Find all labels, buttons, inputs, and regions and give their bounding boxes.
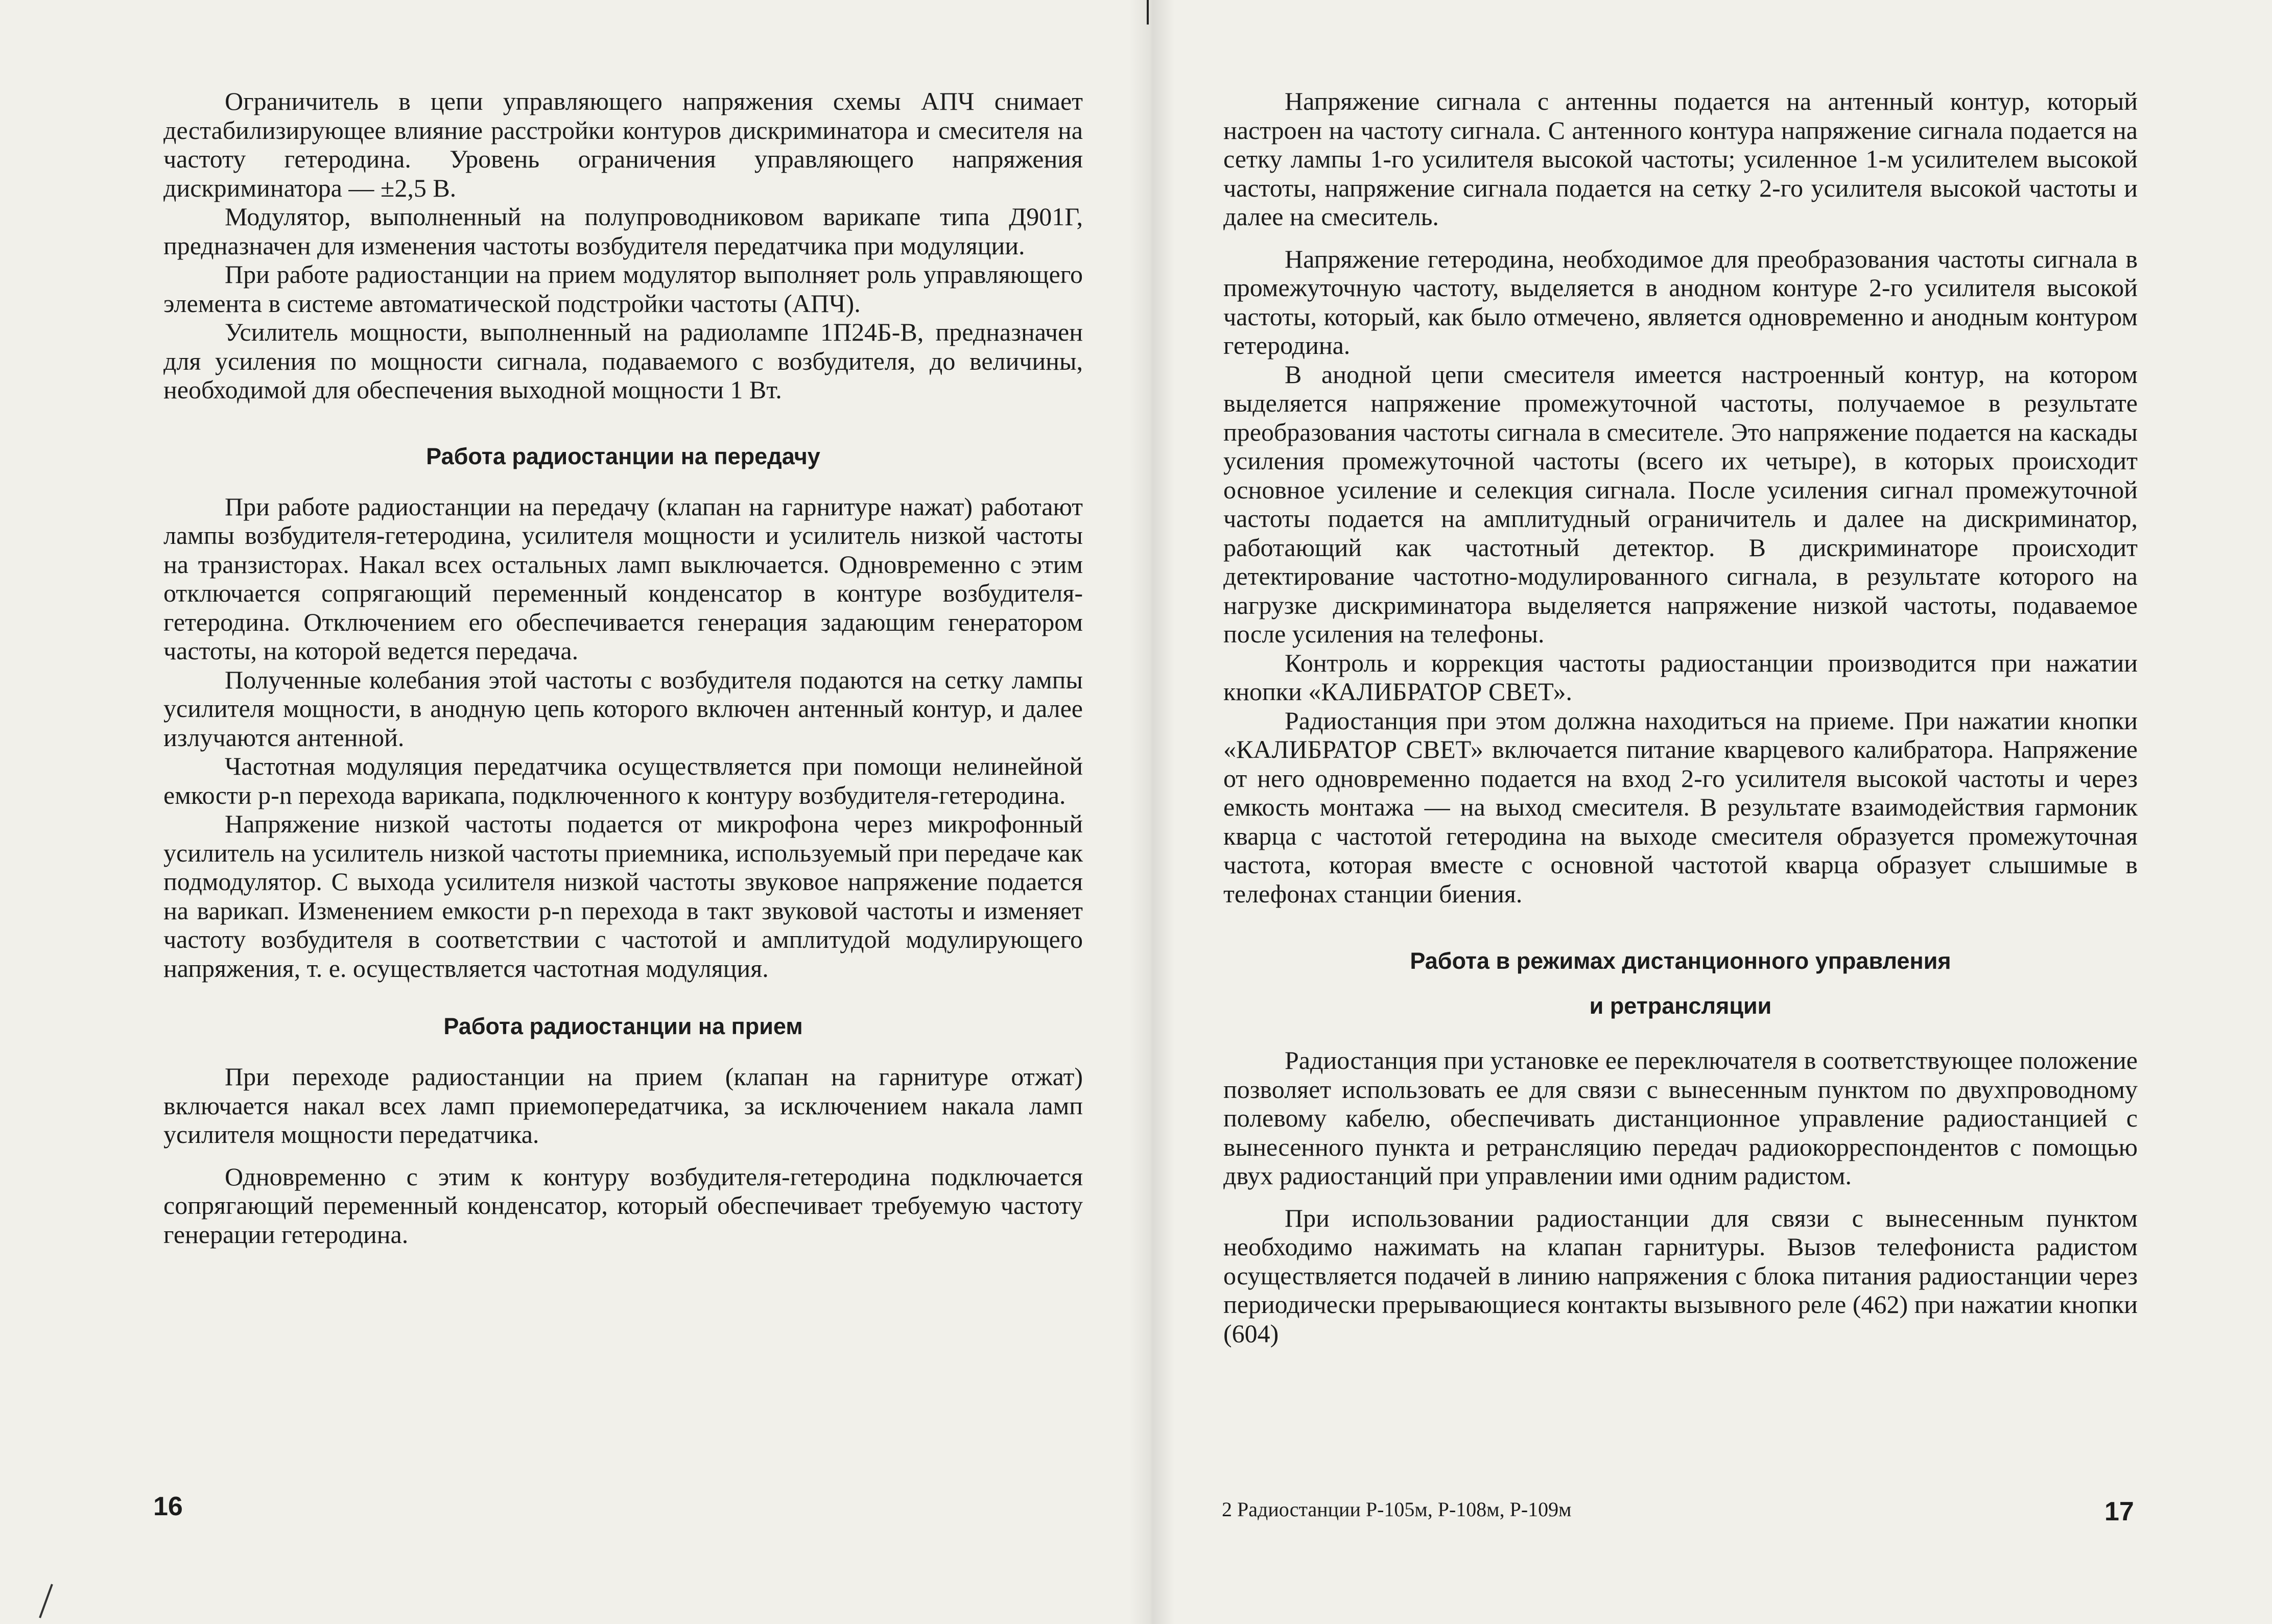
left-page-text (163, 87, 1083, 1249)
paragraph: Напряжение гетеродина, необходимое для преобразования частоты сигнала в промежуточную частоту, выделяется в анодном контуре 2-го усилителя высокой частоты, который, как было отмечено, является одновременно и анодным контуром гетеродина. (1223, 244, 2138, 360)
paragraph: Одновременно с этим к контуру возбудителя-гетеродина подключается сопрягающий переменный конденсатор, который обеспечивает требуемую частоту генерации гетеродина. (163, 1162, 1083, 1249)
paragraph: Радиостанция при установке ее переключателя в соответствующее положение позволяет использовать ее для связи с вынесенным пунктом по двухпроводному полевому кабелю, обеспечивать дистанционное управление радиостанцией с вынесенного пункта и ретрансляцию передач радиокорреспондентов с помощью двух радиостанций при управлении ими одним радистом. (1223, 1046, 2138, 1190)
section-heading-transmit: Работа радиостанции на передачу (426, 443, 820, 469)
right-page-text (1223, 87, 2138, 1348)
heading-line: и ретрансляции (1589, 993, 1772, 1019)
paragraph: Контроль и коррекция частоты радиостанции производится при нажатии кнопки «КАЛИБРАТОР СВЕТ». (1223, 648, 2138, 706)
paragraph: При работе радиостанции на передачу (клапан на гарнитуре нажат) работают лампы возбудителя-гетеродина, усилителя мощности и усилитель низкой частоты на транзисторах. Накал всех остальных ламп выключается. Одновременно с этим отключается сопрягающий переменный конденсатор в контуре возбудителя-гетеродина. Отключением его обеспечивается генерация задающим генератором частоты, на которой ведется передача. (163, 492, 1083, 665)
left-page (163, 87, 1083, 1249)
paragraph: Частотная модуляция передатчика осуществляется при помощи нелинейной емкости p-n перехода варикапа, подключенного к контуру возбудителя-гетеродина. (163, 752, 1083, 809)
paragraph: Усилитель мощности, выполненный на радиолампе 1П24Б-В, предназначен для усиления по мощности сигнала, подаваемого с возбудителя, до величины, необходимой для обеспечения выходной мощности 1 Вт. (163, 318, 1083, 404)
paragraph: Полученные колебания этой частоты с возбудителя подаются на сетку лампы усилителя мощности, в анодную цепь которого включен антенный контур, и далее излучаются антенной. (163, 665, 1083, 752)
paragraph: При работе радиостанции на прием модулятор выполняет роль управляющего элемента в системе автоматической подстройки частоты (АПЧ). (163, 260, 1083, 318)
binding-tick-mark (1147, 0, 1149, 25)
paragraph: Напряжение сигнала с антенны подается на антенный контур, который настроен на частоту сигнала. С антенного контура напряжение сигнала подается на сетку лампы 1-го усилителя высокой частоты; усиленное 1-м усилителем высокой частоты, напряжение сигнала подается на сетку 2-го усилителя высокой частоты и далее на смеситель. (1223, 87, 2138, 231)
paragraph: Ограничитель в цепи управляющего напряжения схемы АПЧ снимает дестабилизирующее влияние расстройки контуров дискриминатора и смесителя на частоту гетеродина. Уровень ограничения управляющего напряжения дискриминатора — ±2,5 В. (163, 87, 1083, 202)
book-gutter (1129, 0, 1175, 1624)
section-heading-remote-control (1223, 939, 2138, 1029)
paragraph: В анодной цепи смесителя имеется настроенный контур, на котором выделяется напряжение промежуточной частоты, получаемое в результате преобразования частоты сигнала в смесителе. Это напряжение подается на каскады усиления промежуточной частоты (всего их четыре), в которых происходит основное усиление и селекция сигнала. После усиления сигнал промежуточной частоты подается на амплитудный ограничитель и далее на дискриминатор, работающий как частотный детектор. В дискриминаторе происходит детектирование частотно-модулированного сигнала, в результате которого на нагрузке дискриминатора выделяется напряжение низкой частоты, подаваемое после усиления на телефоны. (1223, 360, 2138, 648)
page-edge-mark (39, 1584, 53, 1618)
page-number-left: 16 (153, 1492, 183, 1521)
page-footnote: 2 Радиостанции Р-105м, Р-108м, Р-109м (1222, 1498, 1572, 1521)
page-number-right: 17 (2104, 1497, 2134, 1526)
section-heading-receive: Работа радиостанции на прием (443, 1013, 803, 1039)
paragraph: При переходе радиостанции на прием (клапан на гарнитуре отжат) включается накал всех ламп приемопередатчика, за исключением накала ламп усилителя мощности передатчика. (163, 1062, 1083, 1149)
paragraph: Радиостанция при этом должна находиться на приеме. При нажатии кнопки «КАЛИБРАТОР СВЕТ» включается питание кварцевого калибратора. Напряжение от него одновременно подается на вход 2-го усилителя высокой частоты и через емкость монтажа — на выход смесителя. В результате взаимодействия гармоник кварца с частотой гетеродина на выходе смесителя образуется промежуточная частота, которая вместе с основной частотой кварца образует слышимые в телефонах станции биения. (1223, 706, 2138, 908)
heading-line: Работа в режимах дистанционного управления (1410, 948, 1951, 974)
paragraph: При использовании радиостанции для связи с вынесенным пунктом необходимо нажимать на клапан гарнитуры. Вызов телефониста радистом осуществляется подачей в линию напряжения с блока питания радиостанции через периодически прерывающиеся контакты вызывного реле (462) при нажатии кнопки (604) (1223, 1203, 2138, 1348)
paragraph: Напряжение низкой частоты подается от микрофона через микрофонный усилитель на усилитель низкой частоты приемника, используемый при передаче как подмодулятор. С выхода усилителя низкой частоты звуковое напряжение подается на варикап. Изменением емкости p-n перехода в такт звуковой частоты и изменяет частоту возбудителя в соответствии с частотой и амплитудой модулирующего напряжения, т. е. осуществляется частотная модуляция. (163, 809, 1083, 983)
right-page (1223, 87, 2138, 1348)
paragraph: Модулятор, выполненный на полупроводниковом варикапе типа Д901Г, предназначен для изменения частоты возбудителя передатчика при модуляции. (163, 202, 1083, 260)
